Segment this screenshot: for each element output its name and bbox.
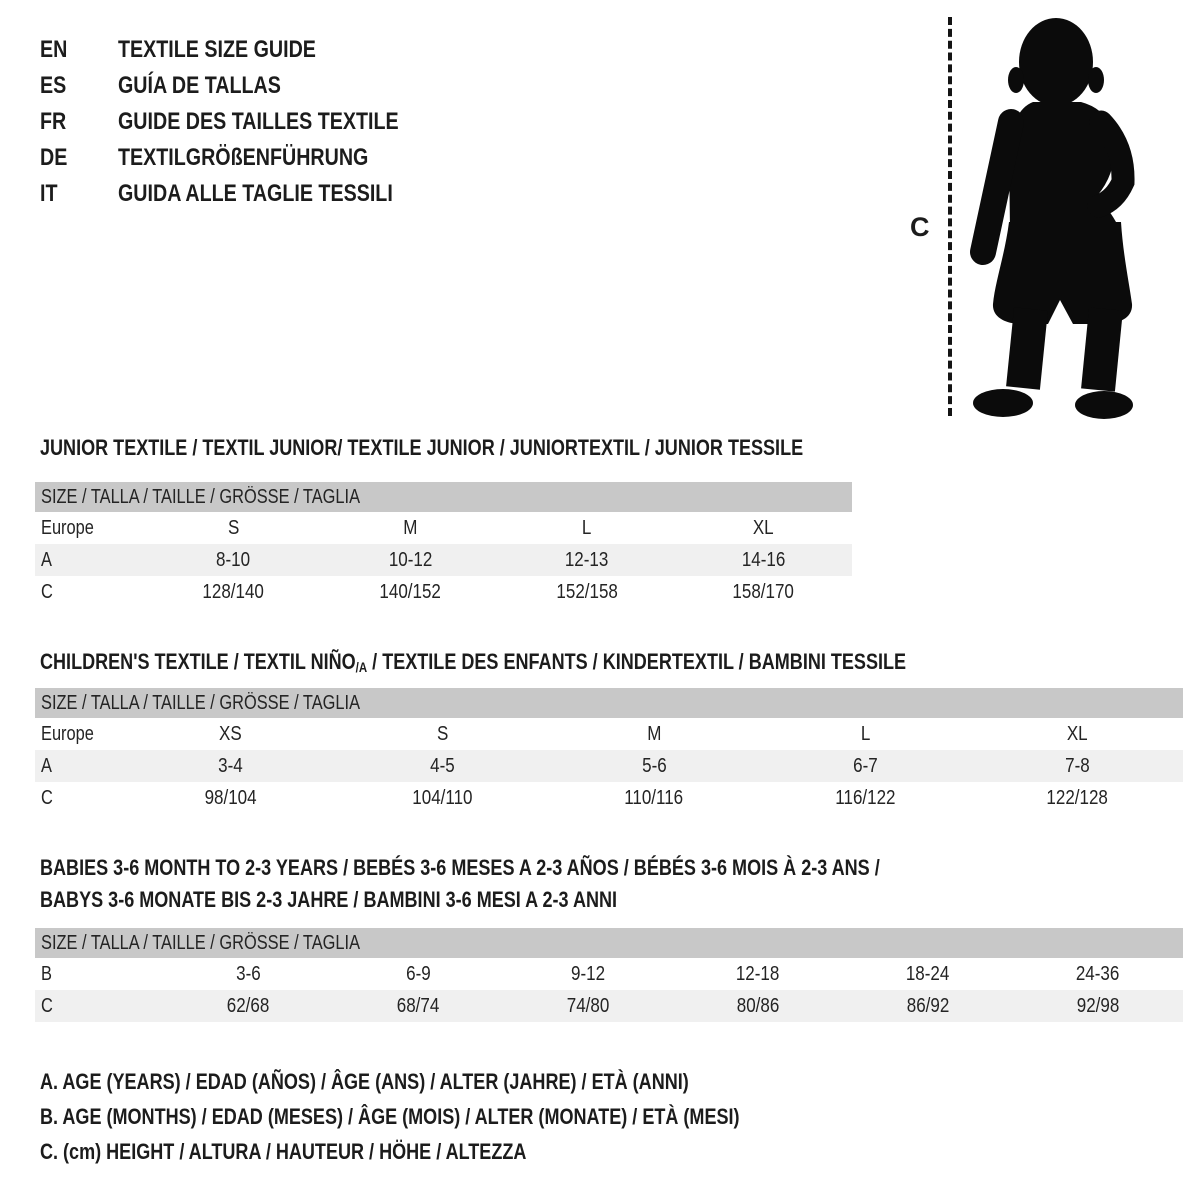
children-title-subscript: /A <box>355 659 368 675</box>
row-label-cell <box>35 576 145 608</box>
value-cell <box>322 576 499 608</box>
value-cell <box>322 544 499 576</box>
value-text: 9-12 <box>570 962 606 985</box>
value-text: 80/86 <box>736 994 780 1017</box>
legend-line-c-text: C. (cm) HEIGHT / ALTURA / HAUTEUR / HÖHE / ALTEZZA <box>40 1139 527 1164</box>
row-label-text: Europe <box>41 516 94 539</box>
legend-line-c <box>40 1134 893 1169</box>
value-cell <box>322 512 499 544</box>
row-label-text: C <box>41 994 53 1017</box>
language-code-text: DE <box>40 144 68 171</box>
value-cell <box>145 544 322 576</box>
children-title-suffix: / TEXTILE DES ENFANTS / KINDERTEXTIL / BAMBINI TESSILE <box>367 649 907 674</box>
language-title: GUIDA ALLE TAGLIE TESSILI <box>118 180 393 207</box>
value-text: 6-7 <box>853 754 878 777</box>
value-cell <box>675 544 852 576</box>
row-label-text: A <box>41 548 52 571</box>
babies-size-table <box>35 928 1183 1022</box>
table-row <box>35 544 852 576</box>
value-text: 3-6 <box>235 962 261 985</box>
row-label-text: C <box>41 580 53 603</box>
value-cell <box>548 718 760 750</box>
value-cell <box>673 958 843 990</box>
language-code <box>40 176 118 212</box>
value-text: 18-24 <box>906 962 950 985</box>
table-row <box>35 512 852 544</box>
row-label-text: C <box>41 786 53 809</box>
value-text: 12-13 <box>565 548 609 571</box>
language-code-text: IT <box>40 180 58 207</box>
language-row <box>40 140 460 176</box>
size-header-text: SIZE / TALLA / TAILLE / GRÖSSE / TAGLIA <box>41 691 361 714</box>
table-row <box>35 782 1183 814</box>
size-header-row <box>35 482 852 512</box>
value-cell <box>503 990 673 1022</box>
value-text: L <box>582 516 592 539</box>
row-label-text: Europe <box>41 722 94 745</box>
value-cell <box>971 718 1183 750</box>
value-cell <box>337 718 549 750</box>
value-text: L <box>860 722 871 745</box>
value-cell <box>675 576 852 608</box>
value-text: 4-5 <box>430 754 455 777</box>
language-code-text: FR <box>40 108 67 135</box>
value-cell <box>843 958 1013 990</box>
value-cell <box>125 750 337 782</box>
value-text: 12-18 <box>736 962 780 985</box>
value-cell <box>499 512 676 544</box>
size-header-cell <box>35 928 1183 958</box>
value-text: 116/122 <box>835 786 896 809</box>
children-section-title-text <box>40 646 906 683</box>
language-code <box>40 140 118 176</box>
babies-table <box>35 928 1183 1022</box>
language-code <box>40 104 118 140</box>
value-cell <box>333 958 503 990</box>
value-cell <box>1013 958 1183 990</box>
value-text: 5-6 <box>641 754 667 777</box>
junior-section-title-text: JUNIOR TEXTILE / TEXTIL JUNIOR/ TEXTILE JUNIOR / JUNIORTEXTIL / JUNIOR TESSILE <box>40 435 804 460</box>
row-label-cell <box>35 512 145 544</box>
value-cell <box>760 718 972 750</box>
language-title: TEXTILGRÖßENFÜHRUNG <box>118 144 369 171</box>
size-header-text: SIZE / TALLA / TAILLE / GRÖSSE / TAGLIA <box>41 485 361 508</box>
value-text: 98/104 <box>204 786 257 809</box>
size-header-cell <box>35 688 1183 718</box>
junior-section-title <box>40 432 971 464</box>
value-cell <box>163 990 333 1022</box>
baby-silhouette-icon <box>963 14 1168 419</box>
value-text: 158/170 <box>732 580 795 603</box>
language-guide-header <box>40 32 460 212</box>
size-header-text: SIZE / TALLA / TAILLE / GRÖSSE / TAGLIA <box>41 931 361 954</box>
value-text: S <box>227 516 240 539</box>
language-code <box>40 32 118 68</box>
value-text: M <box>403 516 418 539</box>
row-label-text: A <box>41 754 52 777</box>
legend-line-b <box>40 1099 893 1134</box>
value-text: XL <box>753 516 775 539</box>
value-cell <box>499 576 676 608</box>
value-cell <box>548 750 760 782</box>
value-text: M <box>646 722 662 745</box>
value-text: 110/116 <box>624 786 684 809</box>
row-label-cell <box>35 958 163 990</box>
row-label-text: B <box>41 962 52 985</box>
value-cell <box>675 512 852 544</box>
value-text: 6-9 <box>405 962 431 985</box>
language-row <box>40 32 460 68</box>
value-text: S <box>436 722 449 745</box>
value-text: 92/98 <box>1076 994 1120 1017</box>
language-code <box>40 68 118 104</box>
value-cell <box>503 958 673 990</box>
row-label-cell <box>35 750 125 782</box>
value-text: 14-16 <box>741 548 786 571</box>
legend-line-b-text: B. AGE (MONTHS) / EDAD (MESES) / ÂGE (MOIS) / ALTER (MONATE) / ETÀ (MESI) <box>40 1104 740 1129</box>
value-text: 3-4 <box>218 754 244 777</box>
value-cell <box>337 750 549 782</box>
value-cell <box>145 576 322 608</box>
table-row <box>35 990 1183 1022</box>
value-cell <box>971 782 1183 814</box>
value-text: 8-10 <box>216 548 251 571</box>
value-cell <box>760 782 972 814</box>
height-measure-label: C <box>910 212 930 242</box>
value-text: 7-8 <box>1064 754 1090 777</box>
babies-title-line1: BABIES 3-6 MONTH TO 2-3 YEARS / BEBÉS 3-6 MESES A 2-3 AÑOS / BÉBÉS 3-6 MOIS À 2-3 ANS / <box>40 855 880 880</box>
value-cell <box>163 958 333 990</box>
value-text: XL <box>1066 722 1088 745</box>
babies-section-title <box>40 852 1064 916</box>
language-code-text: ES <box>40 72 67 99</box>
language-row <box>40 104 460 140</box>
value-cell <box>333 990 503 1022</box>
value-text: 128/140 <box>202 580 265 603</box>
value-cell <box>499 544 676 576</box>
table-row <box>35 576 852 608</box>
value-text: 152/158 <box>556 580 618 603</box>
value-cell <box>125 782 337 814</box>
value-cell <box>971 750 1183 782</box>
children-size-table <box>35 688 1183 814</box>
row-label-cell <box>35 990 163 1022</box>
value-cell <box>1013 990 1183 1022</box>
language-title: GUIDE DES TAILLES TEXTILE <box>118 108 399 135</box>
table-row <box>35 718 1183 750</box>
value-text: 140/152 <box>379 580 441 603</box>
children-title-prefix: CHILDREN'S TEXTILE / TEXTIL NIÑO <box>40 649 356 674</box>
legend-line-a-text: A. AGE (YEARS) / EDAD (AÑOS) / ÂGE (ANS) / ALTER (JAHRE) / ETÀ (ANNI) <box>40 1069 689 1094</box>
babies-title-line2: BABYS 3-6 MONATE BIS 2-3 JAHRE / BAMBINI 3-6 MESI A 2-3 ANNI <box>40 887 618 912</box>
language-title: TEXTILE SIZE GUIDE <box>118 36 316 63</box>
value-cell <box>548 782 760 814</box>
value-text: XS <box>219 722 243 745</box>
value-text: 86/92 <box>906 994 950 1017</box>
language-code-text: EN <box>40 36 68 63</box>
language-row <box>40 176 460 212</box>
value-text: 10-12 <box>388 548 432 571</box>
children-section-title <box>40 646 1096 683</box>
language-row <box>40 68 460 104</box>
size-header-cell <box>35 482 852 512</box>
value-cell <box>673 990 843 1022</box>
table-row <box>35 958 1183 990</box>
value-text: 62/68 <box>226 994 270 1017</box>
value-text: 122/128 <box>1046 786 1108 809</box>
value-text: 74/80 <box>566 994 610 1017</box>
children-table <box>35 688 1183 814</box>
language-title: GUÍA DE TALLAS <box>118 72 281 99</box>
row-label-cell <box>35 544 145 576</box>
height-dashed-line <box>948 17 952 416</box>
size-header-row <box>35 928 1183 958</box>
value-cell <box>843 990 1013 1022</box>
legend-line-a <box>40 1064 893 1099</box>
junior-table <box>35 482 852 608</box>
value-text: 104/110 <box>412 786 473 809</box>
row-label-cell <box>35 782 125 814</box>
size-header-row <box>35 688 1183 718</box>
row-label-cell <box>35 718 125 750</box>
junior-size-table <box>35 482 852 608</box>
value-cell <box>125 718 337 750</box>
value-cell <box>337 782 549 814</box>
value-text: 68/74 <box>396 994 440 1017</box>
table-row <box>35 750 1183 782</box>
measurement-legend <box>40 1064 893 1169</box>
value-text: 24-36 <box>1076 962 1120 985</box>
value-cell <box>760 750 972 782</box>
value-cell <box>145 512 322 544</box>
